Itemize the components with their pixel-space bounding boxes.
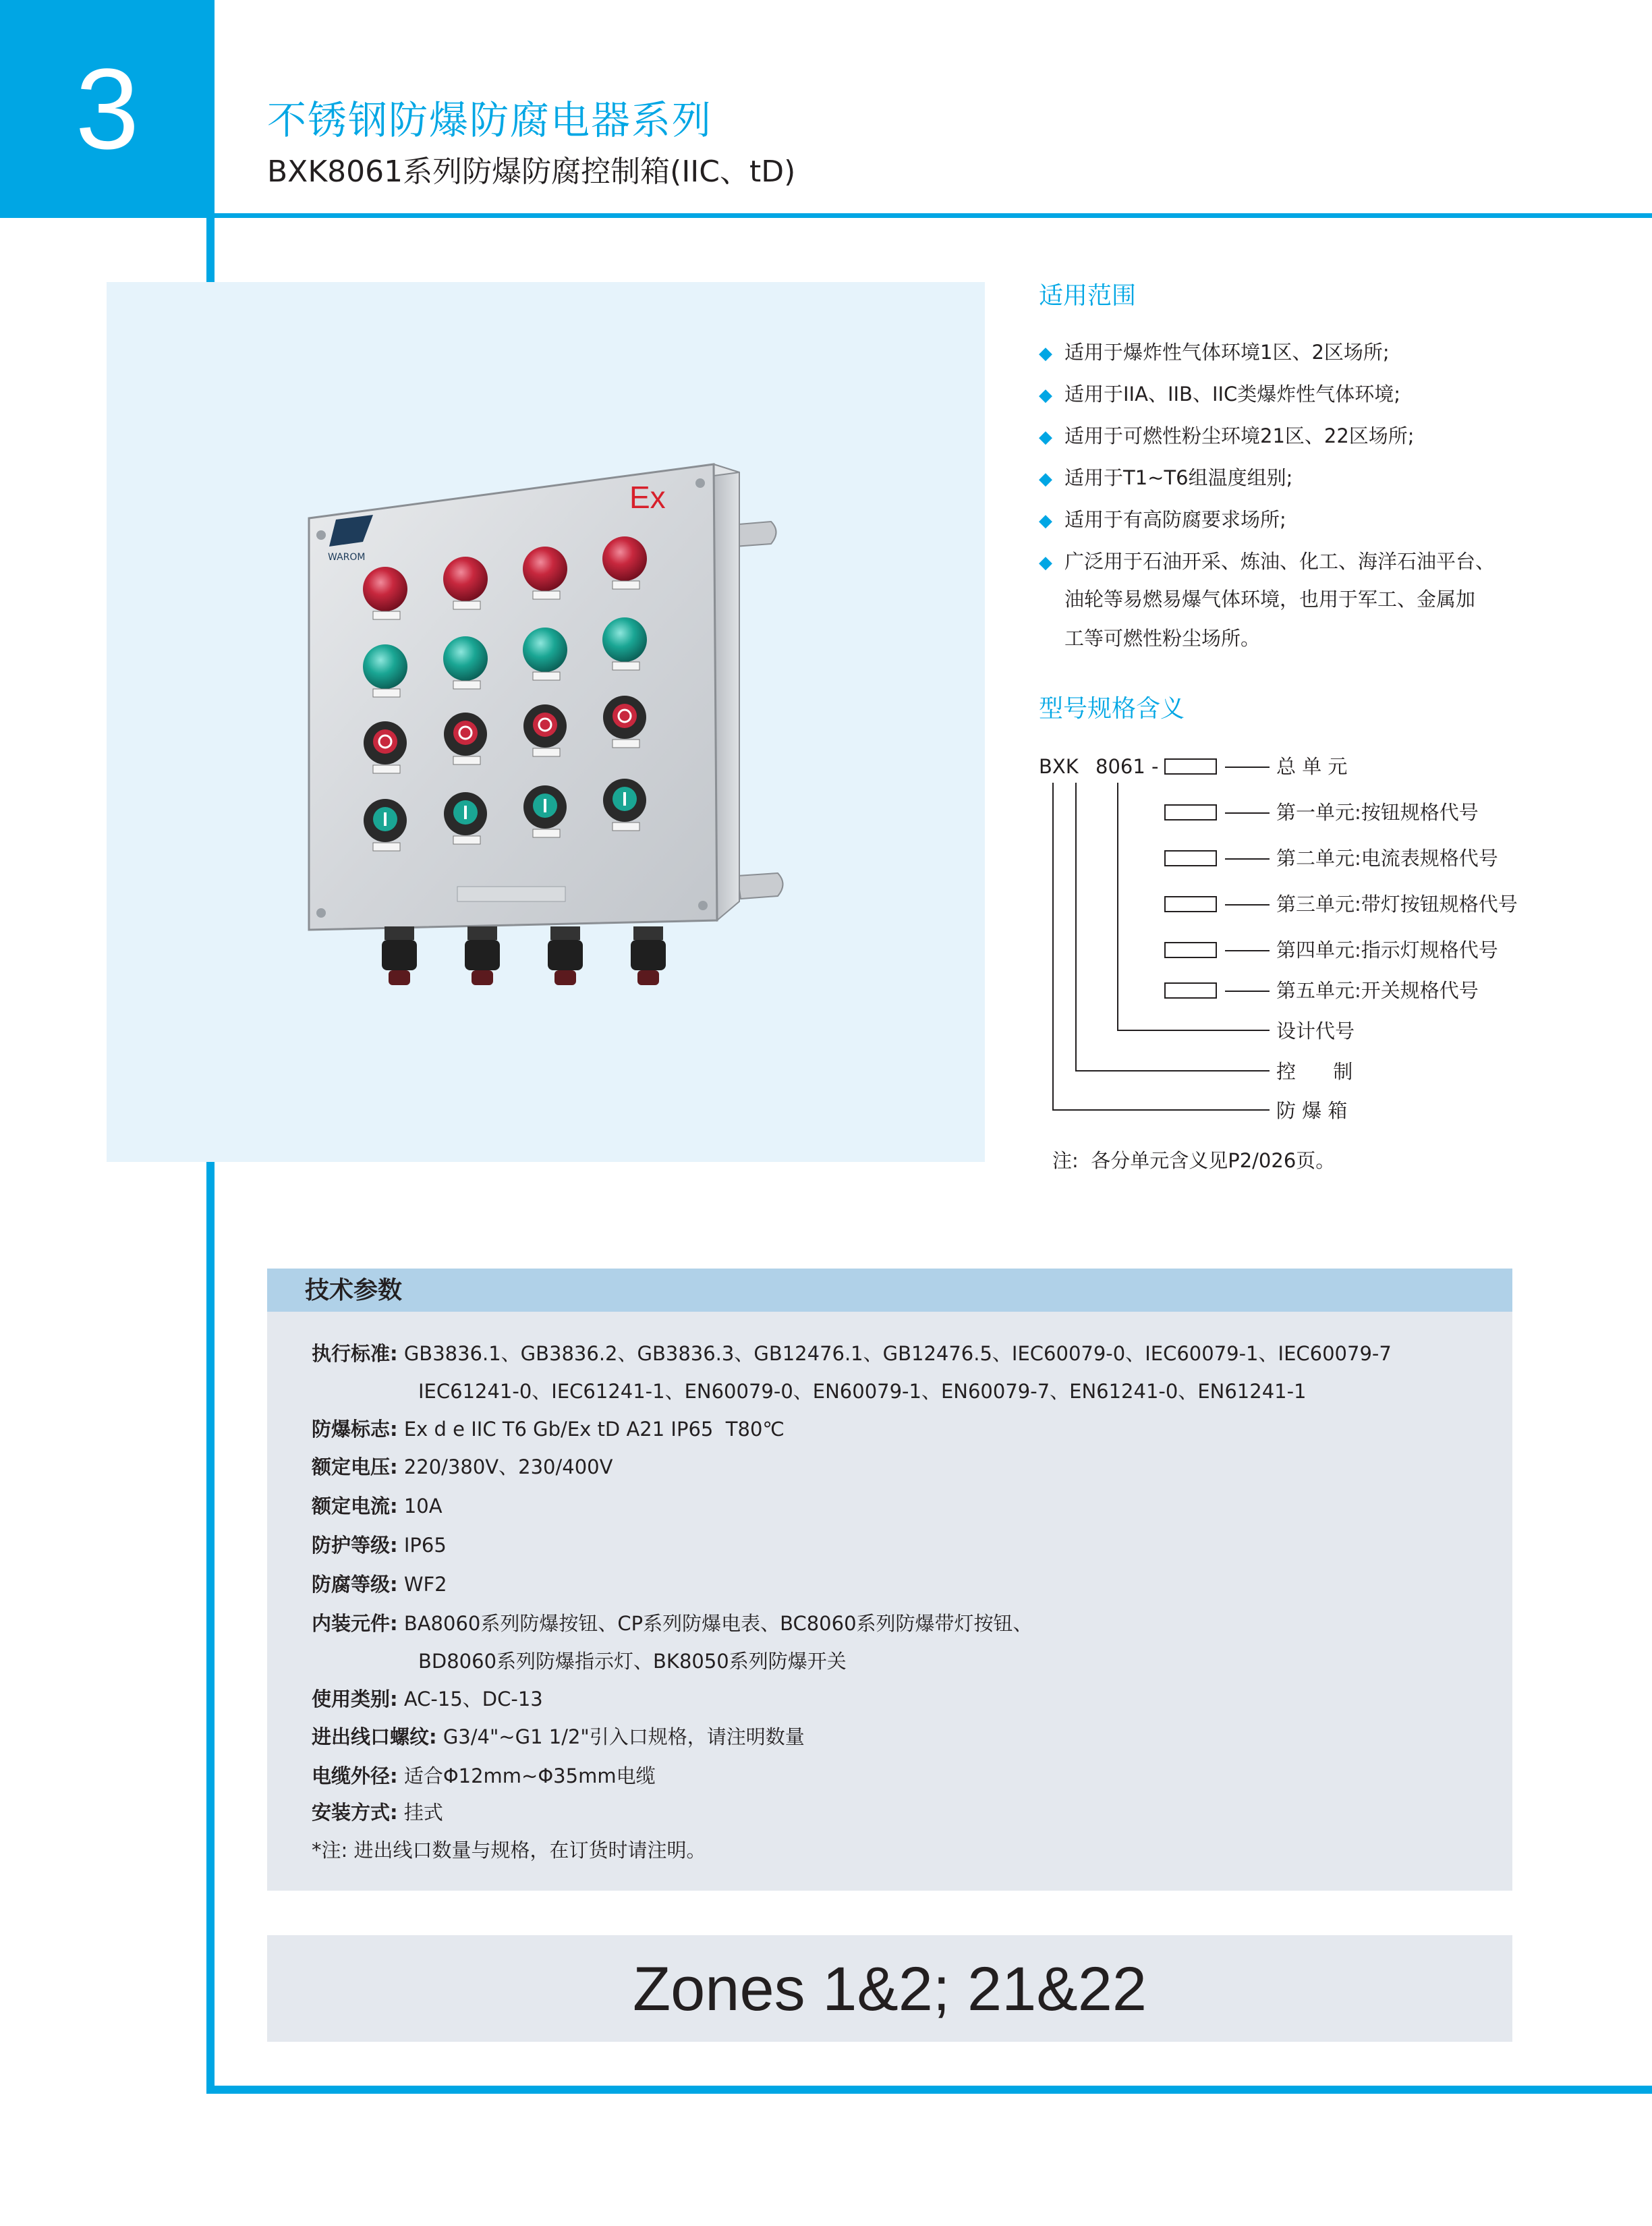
list-item: ◆ 适用于T1~T6组温度组别;: [1039, 464, 1292, 493]
ex-mark: Ex: [629, 480, 666, 515]
page-title: 不锈钢防爆防腐电器系列: [267, 97, 713, 143]
model-label-total: 总 单 元: [1276, 755, 1348, 778]
model-note: 注: 各分单元含义见P2/026页。: [1052, 1149, 1336, 1172]
model-label-unit2: 第二单元:电流表规格代号: [1276, 847, 1498, 870]
tech-row: 防爆标志: Ex d e IIC T6 Gb/Ex tD A21 IP65 T80℃: [312, 1418, 785, 1441]
tech-row: 进出线口螺纹: G3/4"~G1 1/2"引入口规格，请注明数量: [312, 1725, 805, 1748]
scope-heading: 适用范围: [1039, 282, 1137, 310]
model-label-box: 防 爆 箱: [1276, 1099, 1348, 1122]
product-photo: [107, 282, 985, 1162]
list-item: ◆ 适用于可燃性粉尘环境21区、22区场所;: [1039, 422, 1415, 451]
brand-logo: WAROM: [328, 552, 366, 563]
diamond-bullet-icon: ◆: [1039, 343, 1052, 364]
model-code-box: [1164, 758, 1217, 775]
header-rule: [215, 213, 1652, 218]
model-code-box: [1164, 804, 1217, 820]
tech-row: IEC61241-0、IEC61241-1、EN60079-0、EN60079-1、EN60079-7、EN61241-0、EN61241-1: [418, 1380, 1307, 1403]
list-item: ◆ 适用于IIA、IIB、IIC类爆炸性气体环境;: [1039, 381, 1400, 409]
tech-row: 额定电流: 10A: [312, 1495, 443, 1518]
model-code-box: [1164, 896, 1217, 912]
tech-note: *注: 进出线口数量与规格，在订货时请注明。: [312, 1839, 706, 1862]
tech-heading: 技术参数: [305, 1277, 403, 1304]
zones-text: Zones 1&2; 21&22: [632, 1955, 1147, 2024]
model-label-design: 设计代号: [1276, 1020, 1355, 1042]
model-heading: 型号规格含义: [1039, 695, 1185, 723]
diamond-bullet-icon: ◆: [1039, 469, 1052, 489]
tech-row: BD8060系列防爆指示灯、BK8050系列防爆开关: [418, 1650, 847, 1673]
model-label-unit4: 第四单元:指示灯规格代号: [1276, 939, 1498, 962]
diamond-bullet-icon: ◆: [1039, 385, 1052, 406]
model-code-box: [1164, 942, 1217, 958]
tech-header-bar: [267, 1269, 1512, 1312]
diamond-bullet-icon: ◆: [1039, 511, 1052, 531]
model-code-box: [1164, 982, 1217, 999]
model-label-unit1: 第一单元:按钮规格代号: [1276, 801, 1479, 824]
footer-rule: [206, 2086, 1652, 2094]
list-item-continuation: 油轮等易燃易爆气体环境，也用于军工、金属加: [1064, 588, 1476, 611]
model-label-unit5: 第五单元:开关规格代号: [1276, 979, 1479, 1002]
tech-row: 执行标准: GB3836.1、GB3836.2、GB3836.3、GB12476.1、GB12476.5、IEC60079-0、IEC60079-1、IEC60079-7: [312, 1342, 1392, 1365]
tech-row: 使用类别: AC-15、DC-13: [312, 1688, 543, 1710]
list-item-continuation: 工等可燃性粉尘场所。: [1064, 627, 1261, 650]
model-prefix: BXK: [1039, 755, 1079, 778]
tech-row: 防腐等级: WF2: [312, 1573, 447, 1596]
tech-row: 安装方式: 挂式: [312, 1801, 443, 1824]
list-item: ◆ 适用于有高防腐要求场所;: [1039, 506, 1286, 534]
list-item: ◆ 广泛用于石油开采、炼油、化工、海洋石油平台、: [1039, 548, 1495, 576]
tech-row: 额定电压: 220/380V、230/400V: [312, 1455, 613, 1478]
page-subtitle: BXK8061系列防爆防腐控制箱(IIC、tD): [267, 155, 796, 189]
model-code: 8061 -: [1095, 755, 1159, 778]
tech-row: 防护等级: IP65: [312, 1534, 447, 1557]
tech-row: 电缆外径: 适合Φ12mm~Φ35mm电缆: [312, 1764, 656, 1787]
control-box-illustration: [107, 282, 985, 1162]
list-item: ◆ 适用于爆炸性气体环境1区、2区场所;: [1039, 339, 1390, 367]
diamond-bullet-icon: ◆: [1039, 427, 1052, 447]
tech-row: 内装元件: BA8060系列防爆按钮、CP系列防爆电表、BC8060系列防爆带灯按钮、: [312, 1612, 1033, 1635]
diamond-bullet-icon: ◆: [1039, 553, 1052, 573]
chapter-number: 3: [75, 45, 140, 173]
model-code-box: [1164, 850, 1217, 866]
model-label-control: 控 制: [1276, 1060, 1353, 1083]
model-label-unit3: 第三单元:带灯按钮规格代号: [1276, 893, 1518, 916]
